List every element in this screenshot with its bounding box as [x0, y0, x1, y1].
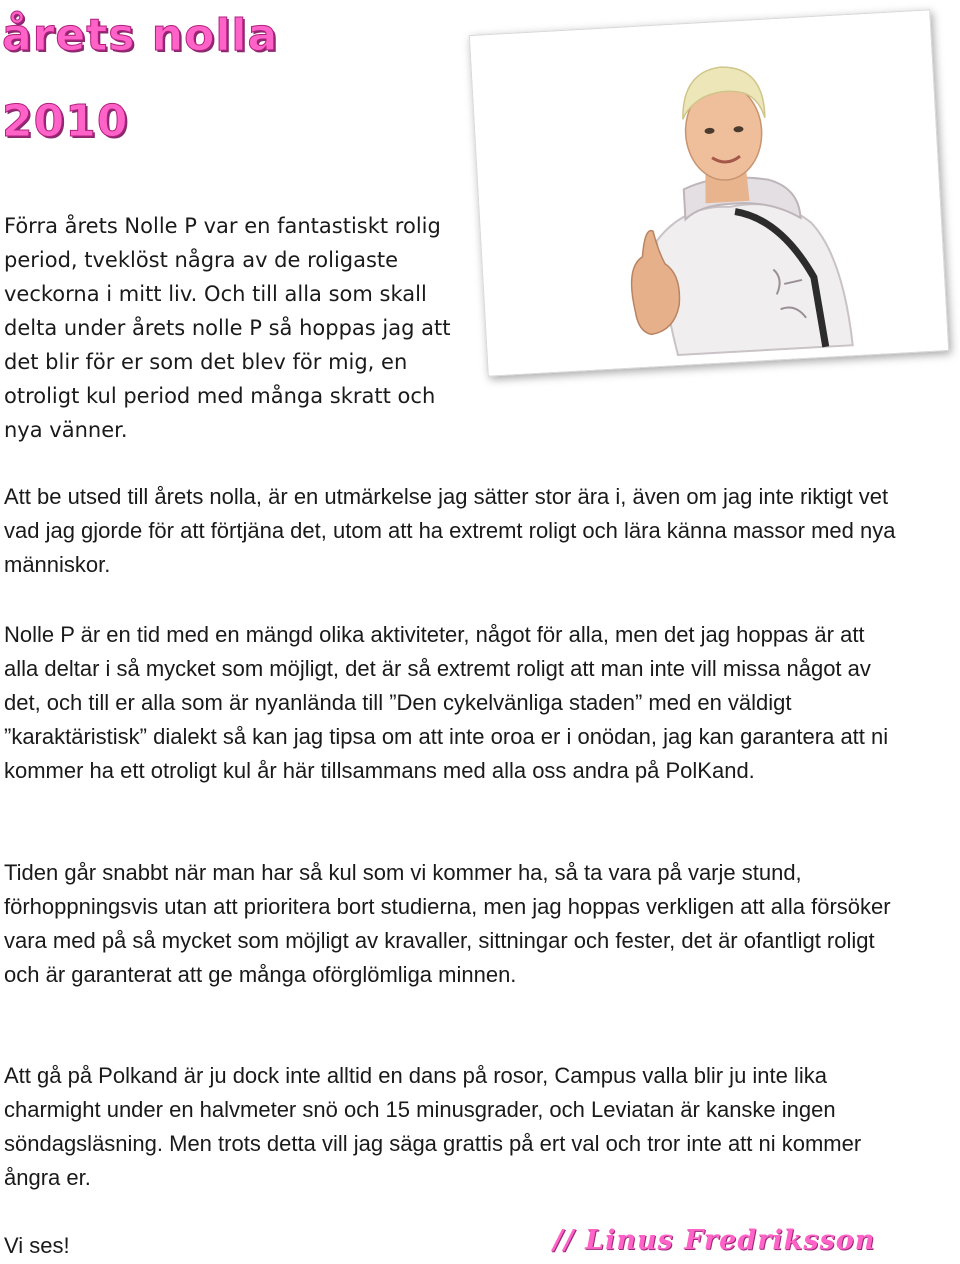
title-line-1: årets nolla [2, 10, 279, 61]
signature: // Linus Fredriksson [553, 1225, 876, 1256]
title-line-2: 2010 [2, 96, 129, 147]
body-paragraph-1: Att be utsed till årets nolla, är en utmärkelse jag sätter stor ära i, även om jag inte riktigt vet vad jag gjorde för att förtjäna det, utom att ha extremt roligt och lära känna massor med nya människor. [4, 484, 896, 577]
closing-line: Vi ses! [4, 1233, 70, 1258]
body-paragraph-3: Tiden går snabbt när man har så kul som vi kommer ha, så ta vara på varje stund, förhoppningsvis utan att prioritera bort studierna, men jag hoppas verkligen att alla försöker vara med på så mycket som möjligt av kravaller, sittningar och fester, det är ofantligt roligt och är garanterat att ge många oförglömliga minnen. [4, 860, 891, 987]
portrait-photo [469, 9, 949, 376]
intro-paragraph: Förra årets Nolle P var en fantastiskt rolig period, tveklöst några av de roligaste veckorna i mitt liv. Och till alla som skall delta under årets nolle P så hoppas jag att det blir för er som det blev för mig, en otroligt kul period med många skratt och nya vänner. [4, 214, 451, 442]
body-paragraph-4: Att gå på Polkand är ju dock inte alltid en dans på rosor, Campus valla blir ju inte lika charmight under en halvmeter snö och 15 minusgrader, och Leviatan är kanske ingen söndagsläsning. Men trots detta vill jag säga grattis på ert val och tror inte att ni kommer ångra er. [4, 1063, 862, 1190]
portrait-illustration [470, 10, 948, 375]
body-paragraph-2: Nolle P är en tid med en mängd olika aktiviteter, något för alla, men det jag hoppas är att alla deltar i så mycket som möjligt, det är så extremt roligt att man inte vill missa något av det, och till er alla som är nyanlända till ”Den cykelvänliga staden” med en väldigt ”karaktäristisk” dialekt så kan jag tipsa om att inte oroa er i onödan, jag kan garantera att ni kommer ha ett otroligt kul år här tillsammans med alla oss andra på PolKand. [4, 622, 889, 783]
